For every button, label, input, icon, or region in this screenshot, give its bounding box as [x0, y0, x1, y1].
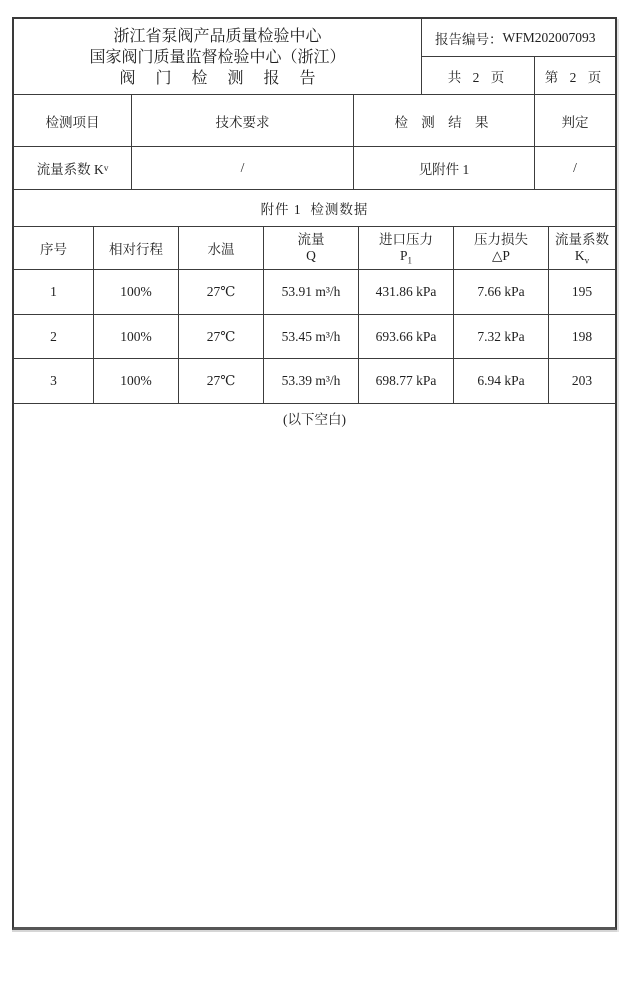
- cell-no: 3: [14, 359, 94, 403]
- title-line-3: 阀 门 检 测 报 告: [119, 70, 324, 87]
- summary-requirement-cell: /: [132, 147, 354, 189]
- attachment-title-row: [14, 190, 615, 227]
- header-band: [14, 19, 615, 95]
- cell-flow: 53.45 m³/h: [264, 315, 359, 358]
- col-header-inlet-line2: $P_1$: [399, 248, 412, 266]
- pages-row: [422, 57, 615, 94]
- blank-note: (以下空白): [283, 412, 346, 427]
- summary-col-item: 检测项目: [14, 95, 132, 146]
- cell-stroke: 100%: [94, 270, 179, 314]
- cell-loss: 7.32 kPa: [454, 315, 549, 358]
- summary-col-judgement: 判定: [561, 114, 589, 130]
- cell-kv: 195: [571, 284, 593, 299]
- blank-area: [14, 404, 615, 927]
- header-right-block: [422, 19, 615, 94]
- cell-flow: 53.39 m³/h: [264, 359, 359, 403]
- cell-loss: 6.94 kPa: [454, 359, 549, 403]
- cell-temp: 27℃: [179, 315, 264, 358]
- col-header-loss: [454, 227, 549, 269]
- col-header-kv-line2: $K_v$: [574, 248, 590, 266]
- attachment-title: 附件 1 检测数据: [260, 202, 369, 217]
- summary-item-cell: 流量系数 K v: [14, 147, 132, 189]
- cell-kv: 203: [571, 373, 593, 388]
- col-header-loss-line2: △P: [492, 248, 510, 263]
- title-line-1: 浙江省泵阀产品质量检验中心: [113, 28, 322, 45]
- summary-result-cell: 见附件 1: [354, 147, 535, 189]
- cell-kv: 198: [571, 328, 593, 344]
- col-header-flow-line1: 流量: [297, 232, 325, 247]
- summary-data-row: [14, 147, 615, 190]
- col-header-kv-line1: 流量系数: [555, 232, 609, 247]
- table-row: [14, 270, 615, 315]
- cell-inlet: 698.77 kPa: [359, 359, 454, 403]
- data-table-header-row: [14, 227, 615, 270]
- col-header-stroke: 相对行程: [94, 227, 179, 269]
- col-header-flow-line2: Q: [306, 248, 316, 263]
- summary-col-requirement: 技术要求: [132, 95, 354, 146]
- title-line-2: 国家阀门质量监督检验中心（浙江）: [89, 49, 346, 66]
- col-header-flow: [264, 227, 359, 269]
- cell-temp: 27℃: [179, 359, 264, 403]
- report-number-label: 报告编号：: [435, 31, 503, 47]
- report-number-value: WFM202007093: [502, 29, 596, 45]
- cell-no: 1: [14, 270, 94, 314]
- col-header-inlet-line1: 进口压力: [379, 232, 433, 247]
- cell-flow: 53.91 m³/h: [264, 270, 359, 314]
- page-current-cell: 第 2 页: [544, 69, 606, 85]
- col-header-inlet: [359, 227, 454, 269]
- col-header-temp: 水温: [179, 227, 264, 269]
- cell-no: 2: [14, 315, 94, 358]
- cell-inlet: 693.66 kPa: [359, 315, 454, 358]
- cell-loss: 7.66 kPa: [454, 270, 549, 314]
- table-row: [14, 315, 615, 359]
- cell-inlet: 431.86 kPa: [359, 270, 454, 314]
- report-title-block: [14, 19, 422, 94]
- report-number-cell: [422, 19, 615, 57]
- summary-col-result: 检 测 结 果: [354, 95, 535, 146]
- summary-item-main: 流量系数 K: [36, 162, 104, 177]
- cell-stroke: 100%: [94, 315, 179, 358]
- report-table: [12, 17, 617, 930]
- pages-total-cell: 共 2 页: [422, 57, 535, 94]
- summary-judgement-cell: /: [573, 160, 577, 175]
- summary-header-row: [14, 95, 615, 147]
- col-header-loss-line1: 压力损失: [474, 232, 528, 247]
- col-header-no: 序号: [14, 227, 94, 269]
- cell-stroke: 100%: [94, 359, 179, 403]
- table-row: [14, 359, 615, 404]
- cell-temp: 27℃: [179, 270, 264, 314]
- col-header-kv: [549, 227, 615, 269]
